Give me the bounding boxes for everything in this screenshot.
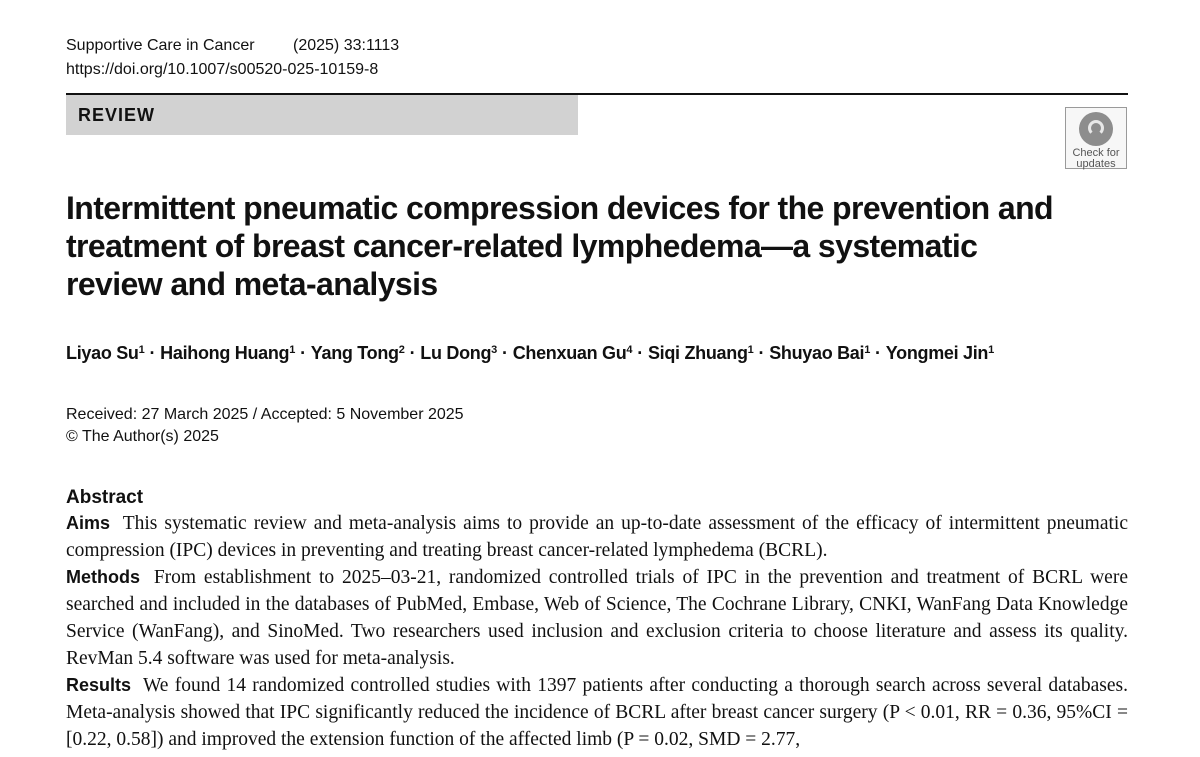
author-name[interactable]: Haihong Huang	[160, 343, 290, 363]
citation: (2025) 33:1113	[293, 37, 400, 54]
author-separator: ·	[875, 343, 881, 363]
author-affiliation: 1	[747, 344, 754, 356]
article-dates	[66, 404, 464, 448]
author-name[interactable]: Siqi Zhuang	[647, 343, 748, 363]
results-label: Results	[66, 675, 132, 695]
aims-label: Aims	[66, 513, 111, 533]
check-updates-line2: updates	[1076, 158, 1116, 170]
author-affiliation: 1	[988, 344, 994, 356]
article-title: Intermittent pneumatic compression devices for the prevention and treatment of breast cancer-related lymphedema—a systematic review and meta-analysis	[66, 190, 1053, 302]
author-separator: ·	[409, 343, 416, 363]
author-affiliation: 1	[138, 344, 145, 356]
author-separator: ·	[758, 343, 765, 363]
results-text: We found 14 randomized controlled studies with 1397 patients after conducting a thorough search across several databases. Meta-analysis showed that IPC significantly reduced the incidence of BCRL after breast cancer surgery (P < 0.01, RR = 0.36, 95%CI = [0.22, 0.58]) and improved the extension function of the affected limb (P = 0.02, SMD = 2.77,	[66, 675, 1129, 750]
author-separator: ·	[637, 343, 643, 363]
author-name[interactable]: Liyao Su	[66, 343, 139, 363]
author-name[interactable]: Yang Tong	[310, 343, 399, 363]
abstract-results	[66, 672, 1128, 753]
aims-text: This systematic review and meta-analysis aims to provide an up-to-date assessment of the efficacy of intermittent pneumatic compression (IPC) devices in preventing and treating breast cancer-related lymphedema (BCRL).	[66, 513, 1128, 561]
abstract-aims	[66, 510, 1128, 564]
received-accepted: Received: 27 March 2025 / Accepted: 5 November 2025	[66, 406, 464, 423]
author-name[interactable]: Shuyao Bai	[769, 343, 865, 363]
copyright: © The Author(s) 2025	[66, 428, 219, 445]
author-name[interactable]: Yongmei Jin	[885, 343, 989, 363]
journal-citation-line	[66, 36, 399, 56]
author-affiliation: 2	[398, 344, 405, 356]
author-affiliation: 1	[289, 344, 296, 356]
methods-label: Methods	[66, 567, 140, 587]
check-for-updates-badge[interactable]	[1065, 107, 1127, 169]
author-affiliation: 3	[491, 344, 497, 356]
article-type-band: REVIEW	[66, 95, 578, 135]
methods-text: From establishment to 2025–03-21, randomized controlled trials of IPC in the prevention and treatment of BCRL were searched and included in the databases of PubMed, Embase, Web of Science, The Cochrane Library, CNKI, WanFang Data Knowledge Service (WanFang), and SinoMed. Two researchers used inclusion and exclusion criteria to choose literature and assess its quality. RevMan 5.4 software was used for meta-analysis.	[66, 567, 1128, 669]
author-separator: ·	[149, 343, 156, 363]
author-separator: ·	[300, 343, 306, 363]
check-updates-icon	[1079, 112, 1113, 146]
abstract	[66, 486, 1128, 753]
author-name[interactable]: Lu Dong	[420, 343, 492, 363]
check-updates-line1: Check for	[1072, 147, 1120, 159]
abstract-methods	[66, 564, 1128, 672]
author-separator: ·	[502, 343, 508, 363]
doi-link[interactable]: https://doi.org/10.1007/s00520-025-10159-8	[66, 61, 379, 78]
journal-name: Supportive Care in Cancer	[66, 37, 255, 54]
abstract-heading: Abstract	[66, 487, 144, 508]
author-name[interactable]: Chenxuan Gu	[512, 343, 627, 363]
author-list	[66, 341, 994, 365]
author-affiliation: 4	[626, 344, 633, 356]
author-affiliation: 1	[864, 344, 871, 356]
